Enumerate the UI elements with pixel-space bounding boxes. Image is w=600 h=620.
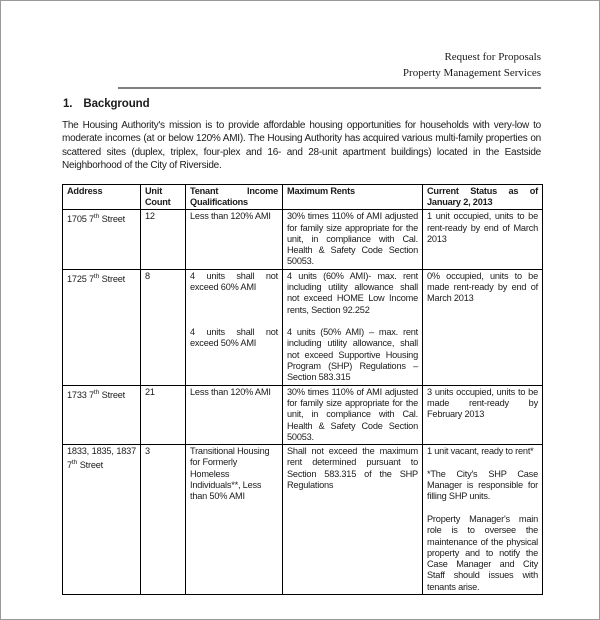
section-number: 1. <box>63 98 73 110</box>
cell-current-status <box>423 210 543 269</box>
cell-max-rents <box>283 269 423 385</box>
cell-paragraph: Less than 120% AMI <box>190 386 271 397</box>
cell-paragraph: 4 units (50% AMI) – max. rent including utility allowance, shall not exceed Supportive Housing Program (SHP) Regulations – Section 583.315 <box>287 327 418 383</box>
cell-paragraph: Property Manager's main role is to oversee the maintenance of the physical property and to notify the Case Manager and City Staff should issues with tenants arise. <box>427 513 538 592</box>
table-row <box>63 210 543 269</box>
ordinal-suffix: th <box>93 272 100 280</box>
header-line-1: Request for Proposals <box>444 51 541 63</box>
cell-paragraph: than 50% AMI <box>190 491 245 502</box>
header-line-2: Property Management Services <box>402 67 541 79</box>
table-header-row <box>63 184 543 210</box>
cell-paragraph <box>427 503 538 514</box>
cell-paragraph: Individuals**, Less <box>190 480 262 491</box>
cell-max-rents <box>283 445 423 595</box>
col-header-tenant-income: Tenant Income Qualifications <box>186 184 283 210</box>
cell-paragraph: Shall not exceed the maximum rent determined pursuant to Section 583.315 of the SHP Regulations <box>287 446 418 491</box>
cell-address <box>63 445 141 595</box>
ordinal-suffix: th <box>71 459 78 467</box>
address-text: Street <box>99 214 125 225</box>
cell-max-rents <box>283 385 423 444</box>
address-text: Street <box>77 460 104 471</box>
cell-unit-count: 12 <box>141 210 186 269</box>
cell-tenant-income <box>186 269 283 385</box>
cell-paragraph: *The City's SHP Case Manager is responsible for filling SHP units. <box>427 468 538 502</box>
cell-paragraph: 4 units shall not exceed 60% AMI <box>190 270 278 292</box>
section-title: Background <box>83 98 150 110</box>
address-text: 1833, 1835, 1837 7 <box>67 446 136 471</box>
cell-paragraph <box>190 316 278 327</box>
col-header-unit-count: Unit Count <box>141 184 186 210</box>
cell-paragraph: Transitional Housing <box>190 446 270 457</box>
cell-current-status <box>423 445 543 595</box>
cell-paragraph: 4 units (60% AMI)- max. rent including utility allowance shall not exceed HOME Low Income rents, Section 92.252 <box>287 270 418 315</box>
cell-address <box>63 385 141 444</box>
address-text: 1733 7 <box>67 389 94 400</box>
ordinal-suffix: th <box>93 388 100 396</box>
cell-paragraph: 30% times 110% of AMI adjusted for family size appropriate for the unit, in compliance with Cal. Health & Safety Code Section 50053. <box>287 211 418 267</box>
cell-paragraph: 1 unit occupied, units to be rent-ready by end of March 2013 <box>427 211 538 244</box>
header-rule <box>118 87 541 89</box>
cell-tenant-income <box>186 210 283 269</box>
cell-paragraph <box>287 316 418 327</box>
address-text: Street <box>99 273 125 284</box>
cell-current-status <box>423 385 543 444</box>
cell-paragraph: 0% occupied, units to be made rent-ready by end of March 2013 <box>427 270 538 304</box>
table-row <box>63 445 543 595</box>
property-table-body <box>63 210 543 595</box>
table-row <box>63 385 543 444</box>
cell-paragraph: 4 units shall not exceed 50% AMI <box>190 327 278 349</box>
cell-paragraph <box>427 457 538 468</box>
address-text: Street <box>99 389 125 400</box>
cell-paragraph: Less than 120% AMI <box>190 211 271 222</box>
cell-unit-count: 3 <box>141 445 186 595</box>
cell-max-rents <box>283 210 423 269</box>
cell-address <box>63 269 141 385</box>
address-text: 1705 7 <box>67 214 94 225</box>
cell-paragraph: 1 unit vacant, ready to rent* <box>427 446 534 457</box>
cell-current-status <box>423 269 543 385</box>
property-table <box>62 184 543 595</box>
table-row <box>63 269 543 385</box>
intro-paragraph: The Housing Authority's mission is to provide affordable housing opportunities for households with very-low to moderate incomes (at or below 120% AMI). The Housing Authority has acquired various multi-family properties on scattered sites (duplex, triplex, four-plex and 16- and 28-unit apartment buildings) located in the Eastside Neighborhood of the City of Riverside. <box>62 120 541 172</box>
col-header-max-rents: Maximum Rents <box>283 184 423 210</box>
cell-paragraph: Homeless <box>190 468 230 479</box>
cell-paragraph: 30% times 110% of AMI adjusted for family size appropriate for the unit, in compliance with Cal. Health & Safety Code Section 50053. <box>287 386 418 442</box>
col-header-address: Address <box>63 184 141 210</box>
cell-paragraph: 3 units occupied, units to be made rent-ready by February 2013 <box>427 386 538 420</box>
cell-address <box>63 210 141 269</box>
address-text: 1725 7 <box>67 273 94 284</box>
cell-paragraph: for Formerly <box>190 457 238 468</box>
col-header-current-status: Current Status as of January 2, 2013 <box>423 184 543 210</box>
cell-paragraph <box>190 293 278 304</box>
cell-unit-count: 21 <box>141 385 186 444</box>
cell-tenant-income <box>186 385 283 444</box>
cell-unit-count: 8 <box>141 269 186 385</box>
cell-tenant-income <box>186 445 283 595</box>
document-header <box>62 49 541 81</box>
section-heading <box>63 98 541 110</box>
cell-paragraph <box>190 305 278 316</box>
ordinal-suffix: th <box>93 213 100 221</box>
